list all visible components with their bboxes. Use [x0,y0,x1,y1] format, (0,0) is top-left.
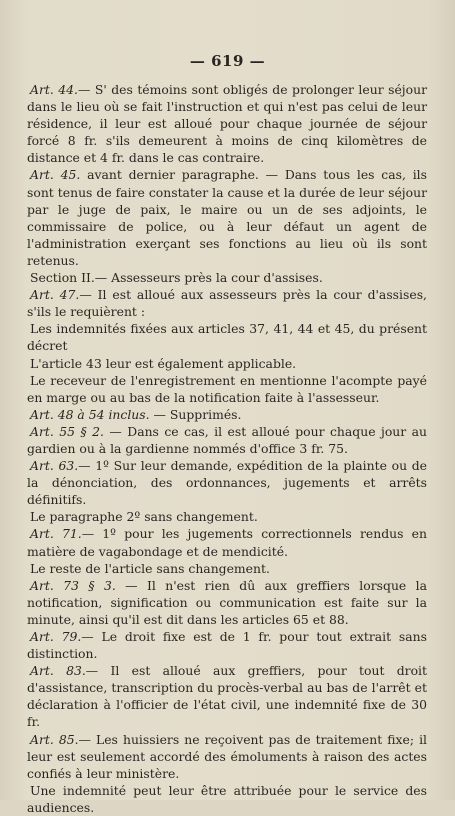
article-reference: Art. 71.— [30,526,95,542]
paragraph [27,628,427,662]
paragraph-text: Le droit fixe est de 1 fr. pour tout extrait sans distinction. [27,629,428,662]
article-reference: Art. 63.— [30,458,91,474]
paragraph [27,81,427,166]
paragraph [27,731,427,782]
article-reference: Art. 47.— [30,287,92,303]
paragraph [27,662,427,730]
paragraph-text: Les huissiers ne reçoivent pas de traitement fixe; il leur est seulement accordé des émoluments à raison des actes confiés à leur ministère. [27,731,427,781]
paragraph [27,166,427,269]
paragraph-text: Il est alloué aux assesseurs près la cour d'assises, s'ils le requièrent : [27,287,427,320]
paragraph [27,269,427,286]
article-reference: Art. 48 à 54 inclus. [30,406,150,422]
paragraph [27,577,427,628]
paragraph-text: Le reste de l'article sans changement. [30,560,270,576]
paragraph-text: — Il n'est rien dû aux greffiers lorsque la notification, signification ou communication est faite sur la minute, ainsi qu'il est dit dans les articles 65 et 88. [27,577,428,627]
paragraph-text: Section II.— Assesseurs près la cour d'assises. [30,270,323,286]
paragraph [27,457,427,508]
paragraph-text: avant dernier paragraphe. — Dans tous les cas, ils sont tenus de faire constater la cause et la durée de leur séjour par le juge de paix, le maire ou un de ses adjoints, le commissaire de police, ou à leur défaut un agent de l'administration exerçant ses fonctions au lieu où ils sont retenus. [27,167,428,268]
paragraph [27,320,427,354]
paragraph-text: Une indemnité peut leur être attribuée pour le service des audiences. [27,782,427,815]
paragraph-text: Le paragraphe 2º sans changement. [30,509,258,525]
article-reference: Art. 45. [30,167,81,183]
article-reference: Art. 83.— [30,663,99,679]
paragraph [27,355,427,372]
article-reference: Art. 55 § 2. [30,423,104,439]
paragraph [27,525,427,559]
paragraph [27,372,427,406]
article-reference: Art. 85.— [30,731,91,747]
article-reference: Art. 44.— [30,82,91,97]
paragraph [27,286,427,320]
paragraph [27,423,427,457]
paragraph-text: Il est alloué aux greffiers, pour tout droit d'assistance, transcription du procès-verbal au bas de l'arrêt et déclaration à l'officier de l'état civil, une indemnité fixe de 30 fr. [27,663,427,730]
paragraph-text: L'article 43 leur est également applicable. [30,355,297,371]
document-body [27,81,427,816]
paragraph [27,782,427,816]
paragraph-text: 1º pour les jugements correctionnels rendus en matière de vagabondage et de mendicité. [27,526,427,559]
paragraph-text: — Dans ce cas, il est alloué pour chaque jour au gardien ou à la gardienne nommés d'office 3 fr. 75. [27,423,428,456]
paragraph [27,406,427,423]
article-reference: Art. 79.— [30,629,94,644]
paragraph [27,508,427,525]
page-number: — 619 — [189,52,266,70]
paragraph-text: S' des témoins sont obligés de prolonger leur séjour dans le lieu où se fait l'instruction et qui n'est pas celui de leur résidence, il leur est alloué pour chaque journée de séjour forcé 8 fr. s'ils demeurent à moins de cinq kilomètres de distance et 4 fr. dans le cas contraire. [27,82,427,166]
paragraph-text: Les indemnités fixées aux articles 37, 41, 44 et 45, du présent décret [27,321,427,354]
paragraph [27,560,427,577]
paragraph-text: Le receveur de l'enregistrement en mentionne l'acompte payé en marge ou au bas de la notification faite à l'assesseur. [27,372,427,405]
paragraph-text: — Supprimés. [149,406,242,422]
article-reference: Art. 73 § 3. [30,577,116,593]
paragraph-text: 1º Sur leur demande, expédition de la plainte ou de la dénonciation, des ordonnances, jugements et arrêts définitifs. [27,458,427,508]
